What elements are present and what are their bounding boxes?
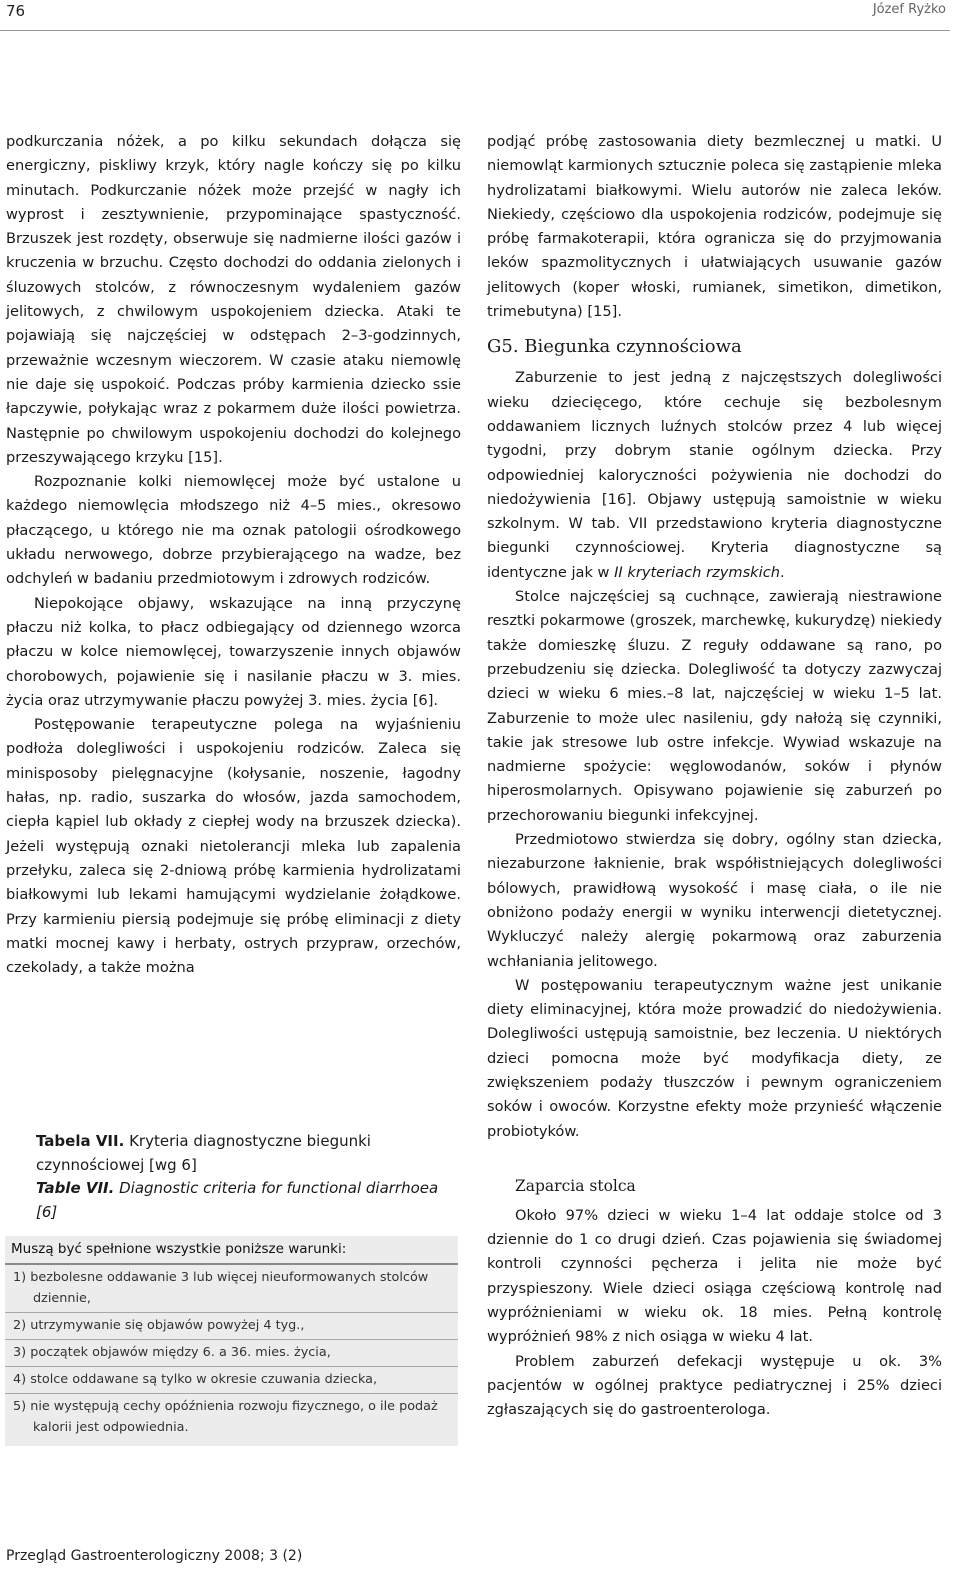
paragraph-text: . <box>779 563 785 581</box>
table-label-pl: Tabela VII. <box>36 1132 125 1150</box>
left-column <box>6 130 461 980</box>
criteria-table <box>5 1236 458 1446</box>
table-title-en: Diagnostic criteria for functional diarrhoea [6] <box>36 1179 439 1221</box>
page-number: 76 <box>6 2 26 20</box>
paragraph: Postępowanie terapeutyczne polega na wyjaśnieniu podłoża dolegliwości i uspokojeniu rodziców. Zaleca się minisposoby pielęgnacyjne (kołysanie, noszenie, łagodny hałas, np. radio, suszarka do włosów, jazda samochodem, ciepła kąpiel lub okłady z ciepłej wody na brzuszek dziecka). Jeżeli występują oznaki nietolerancji mleka lub zapalenia przełyku, zaleca się 2-dniową próbę karmienia hydrolizatami białkowymi lub lekami hamującymi wydzielanie żołądkowe. Przy karmieniu piersią podejmuje się próbę eliminacji z diety matki mocnej kawy i herbaty, ostrych przypraw, orzechów, czekolady, a także można <box>6 716 461 977</box>
paragraph: Rozpoznanie kolki niemowlęcej może być ustalone u każdego niemowlęcia młodszego niż 4–5 mies., okresowo płaczącego, u którego nie ma oznak patologii ośrodkowego układu nerwowego, dobrze przybierającego na wadze, bez odchyleń w badaniu przedmiotowym i zdrowych rodziców. <box>6 473 461 588</box>
paragraph <box>487 366 942 585</box>
right-column <box>487 130 942 1423</box>
table-title-pl: Kryteria diagnostyczne biegunki czynnościowej [wg 6] <box>36 1132 371 1174</box>
table-row: 4) stolce oddawane są tylko w okresie czuwania dziecka, <box>5 1367 458 1394</box>
paragraph: Problem zaburzeń defekacji występuje u ok. 3% pacjentów w ogólnej praktyce pediatrycznej i 25% dzieci zgłaszających się do gastroenterologa. <box>487 1352 942 1419</box>
italic-term: II kryteriach rzymskich <box>614 563 780 581</box>
paragraph: Przedmiotowo stwierdza się dobry, ogólny stan dziecka, niezaburzone łaknienie, brak współistniejących dolegliwości bólowych, prawidłową wysokość i masę ciała, o ile nie obniżono podaży energii w wyniku interwencji dietetycznej. Wykluczyć należy alergię pokarmową oraz zaburzenia wchłaniania jelitowego. <box>487 831 942 970</box>
subsection-heading: Zaparcia stolca <box>515 1176 636 1195</box>
paragraph: Niepokojące objawy, wskazujące na inną przyczynę płaczu niż kolka, to płacz odbiegający od dziennego wzorca płaczu w kolce niemowlęcej, towarzyszenie innych objawów chorobowych, pojawienie się i nasilanie płaczu w 3. mies. życia oraz utrzymywanie płaczu powyżej 3. mies. życia [6]. <box>6 594 461 709</box>
paragraph: Stolce najczęściej są cuchnące, zawierają niestrawione resztki pokarmowe (groszek, marchewkę, kukurydzę) niekiedy także domieszkę śluzu. Z reguły oddawane są rano, po przebudzeniu się dziecka. Dolegliwość ta dotyczy zazwyczaj dzieci w wieku 6 mies.–8 lat, najczęściej w wieku 1–5 lat. Zaburzenie to może ulec nasileniu, gdy nałożą się czynniki, takie jak stresowe lub ostre infekcje. Wywiad wskazuje na nadmierne spożycie: węglowodanów, soków i płynów hiperosmolarnych. Opisywano pojawienie się zaburzeń po przechorowaniu biegunki infekcyjnej. <box>487 588 942 824</box>
table-row: 1) bezbolesne oddawanie 3 lub więcej nieuformowanych stolców dziennie, <box>5 1265 458 1313</box>
paragraph: podjąć próbę zastosowania diety bezmlecznej u matki. U niemowląt karmionych sztucznie poleca się zastąpienie mleka hydrolizatami białkowymi. Wielu autorów nie zaleca leków. Niekiedy, częściowo dla uspokojenia rodziców, podejmuje się próbę farmakoterapii, która ogranicza się do przyjmowania leków spazmolitycznych i ułatwiających usuwanie gazów jelitowych (koper włoski, rumianek, simetikon, dimetikon, trimebutyna) [15]. <box>487 133 942 321</box>
paragraph: Około 97% dzieci w wieku 1–4 lat oddaje stolce od 3 dziennie do 1 co drugi dzień. Czas pojawienia się świadomej kontroli czynności pęcherza i jelita nie może być przyspieszony. Wiele dzieci osiąga częściową kontrolę nad wypróżnieniami w wieku ok. 18 mies. Pełną kontrolę wypróżnień 98% z nich osiąga w wieku 4 lat. <box>487 1206 942 1346</box>
table-label-en: Table VII. <box>36 1179 115 1197</box>
table-row: 3) początek objawów między 6. a 36. mies. życia, <box>5 1340 458 1367</box>
header-divider <box>0 30 950 31</box>
journal-footer: Przegląd Gastroenterologiczny 2008; 3 (2) <box>6 1548 303 1564</box>
table-row: 2) utrzymywanie się objawów powyżej 4 tyg., <box>5 1313 458 1340</box>
running-header-author: Józef Ryżko <box>872 2 946 17</box>
paragraph: W postępowaniu terapeutycznym ważne jest unikanie diety eliminacyjnej, która może prowadzić do niedożywienia. Dolegliwości ustępują samoistnie, bez leczenia. U niektórych dzieci pomocna może być modyfikacja diety, ze zwiększeniem podaży tłuszczów i pewnym ograniczeniem soków i owoców. Korzystne efekty może przynieść włączenie probiotyków. <box>487 976 942 1140</box>
table-row: 5) nie występują cechy opóźnienia rozwoju fizycznego, o ile podaż kalorii jest odpowiednia. <box>13 1399 438 1435</box>
paragraph-text: Zaburzenie to jest jedną z najczęstszych dolegliwości wieku dziecięcego, które cechuje się bezbolesnym oddawaniem licznych luźnych stolców przez 4 lub więcej tygodni, przy dobrym stanie ogólnym dziecka. Przy odpowiedniej kaloryczności pożywienia nie dochodzi do niedożywienia [16]. Objawy ustępują samoistnie w wieku szkolnym. W tab. VII przedstawiono kryteria diagnostyczne biegunki czynnościowej. Kryteria diagnostyczne są identyczne jak w <box>487 369 942 581</box>
table-caption <box>36 1130 446 1224</box>
paragraph: podkurczania nóżek, a po kilku sekundach dołącza się energiczny, piskliwy krzyk, który nagle kończy się po kilku minutach. Podkurczanie nóżek może przejść w nagły ich wyprost i zesztywnienie, przypominające spastyczność. Brzuszek jest rozdęty, obserwuje się nadmierne ilości gazów i kruczenia w brzuchu. Często dochodzi do oddania zielonych i śluzowych stolców, z równoczesnym wydaleniem gazów jelitowych, z chwilowym uspokojeniem dziecka. Ataki te pojawiają się najczęściej w odstępach 2–3-godzinnych, przeważnie wczesnym wieczorem. W czasie ataku niemowlę nie daje się uspokoić. Podczas próby karmienia dziecko ssie łapczywie, połykając wraz z pokarmem duże ilości powietrza. Następnie po chwilowym uspokojeniu dochodzi do kolejnego przeszywającego krzyku [15]. <box>6 133 461 466</box>
table-header: Muszą być spełnione wszystkie poniższe warunki: <box>5 1236 458 1265</box>
section-heading: G5. Biegunka czynnościowa <box>487 336 742 358</box>
